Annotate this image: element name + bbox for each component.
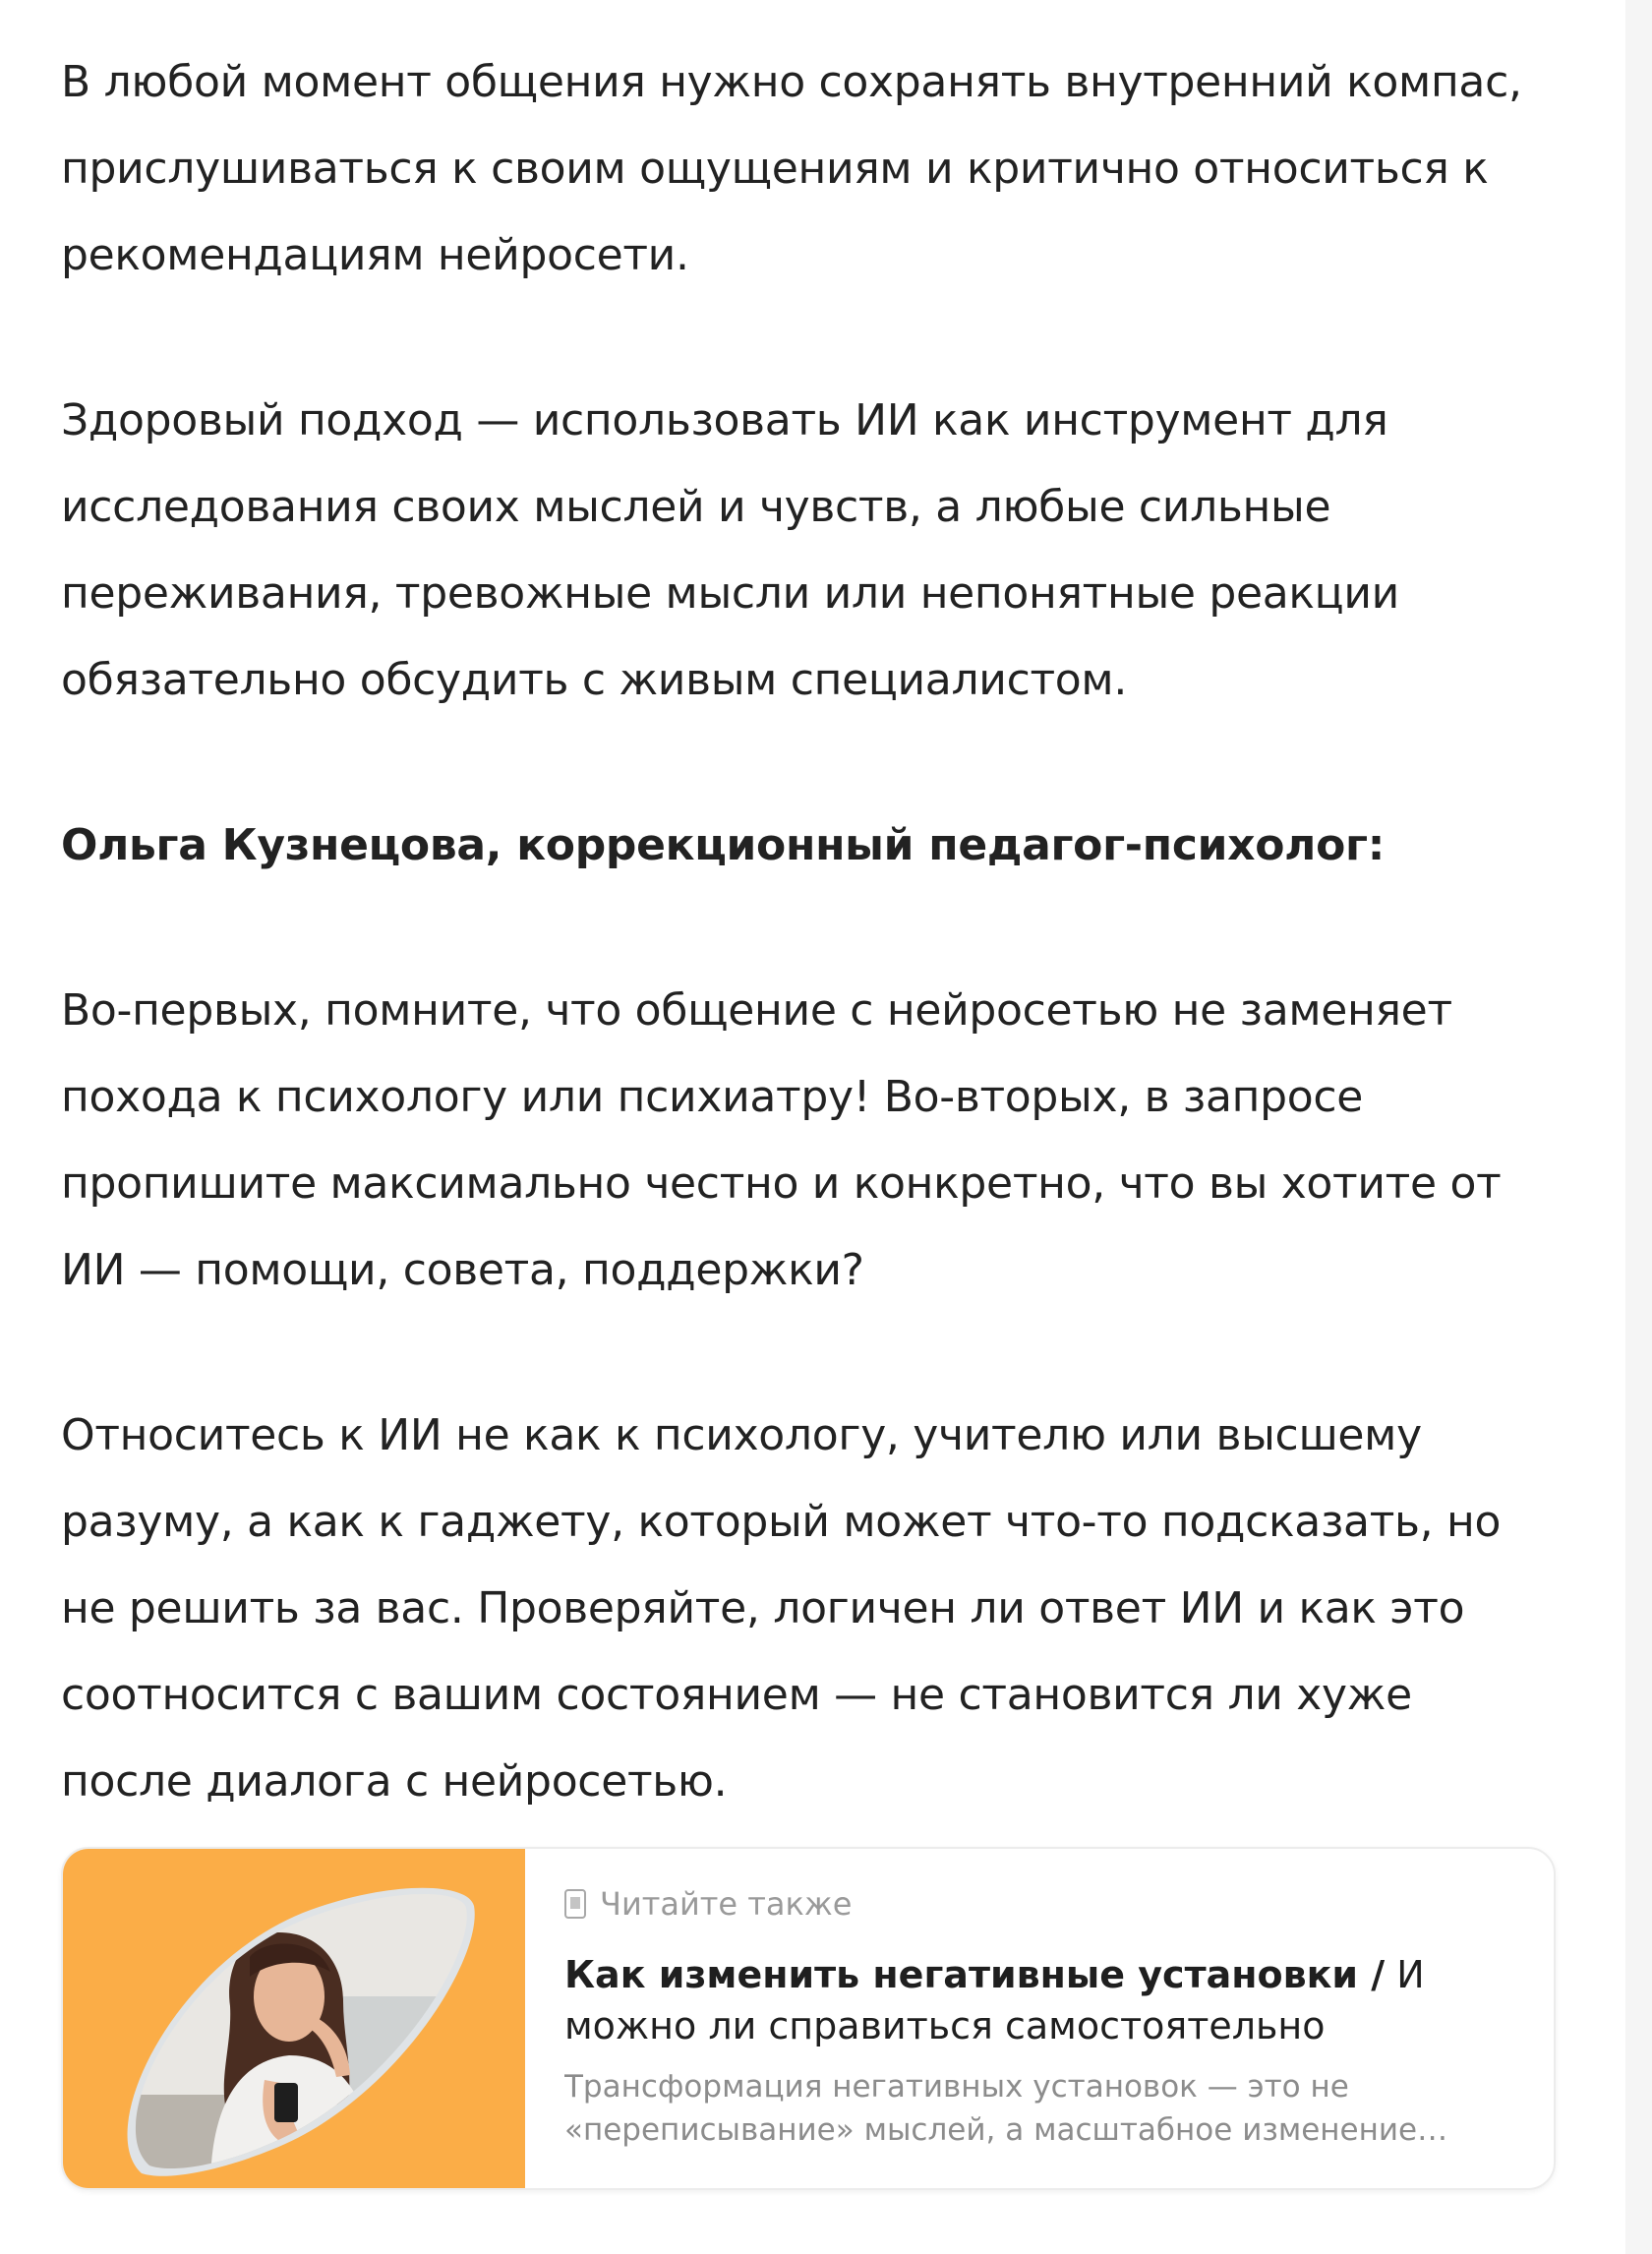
read-also-title-strong: Как изменить негативные установки / — [564, 1953, 1386, 1996]
woman-with-phone-illustration — [63, 1849, 525, 2188]
read-also-label-text: Читайте также — [600, 1885, 853, 1923]
read-also-label — [564, 1884, 1528, 1924]
read-also-image[interactable] — [63, 1849, 525, 2188]
article-body — [61, 39, 1556, 1825]
article-paragraph: Здоровый подход — использовать ИИ как инструмент для исследования своих мыслей и чувств, а любые сильные переживания, тревожные мысли или непонятные реакции обязательно обсудить с живым специалистом. — [61, 395, 1399, 705]
article-paragraph: В любой момент общения нужно сохранять внутренний компас, прислушиваться к своим ощущениям и критично относиться к рекомендациям нейросети. — [61, 57, 1522, 280]
read-also-content[interactable] — [564, 1884, 1528, 2152]
article-paragraph: Относитесь к ИИ не как к психологу, учителю или высшему разуму, а как к гаджету, который может что-то подсказать, но не решить за вас. Проверяйте, логичен ли ответ ИИ и как это соотносится с вашим состоянием — не становится ли хуже после диалога с нейросетью. — [61, 1410, 1502, 1807]
article-paragraph: Во-первых, помните, что общение с нейросетью не заменяет похода к психологу или психиатру! Во-вторых, в запросе пропишите максимально честно и конкретно, что вы хотите от ИИ — помощи, совета, поддержки? — [61, 985, 1502, 1295]
expert-name-heading: Ольга Кузнецова, коррекционный педагог-психолог: — [61, 820, 1386, 870]
read-also-description: Трансформация негативных установок — это не «переписывание» мыслей, а масштабное изменение… — [564, 2069, 1448, 2148]
read-also-card[interactable] — [61, 1847, 1556, 2190]
document-icon — [564, 1889, 586, 1919]
read-also-title-rest: И можно ли справиться самостоятельно — [564, 1953, 1425, 2047]
read-also-title[interactable] — [564, 1949, 1528, 2051]
page-scrollbar-track[interactable] — [1625, 0, 1652, 2254]
